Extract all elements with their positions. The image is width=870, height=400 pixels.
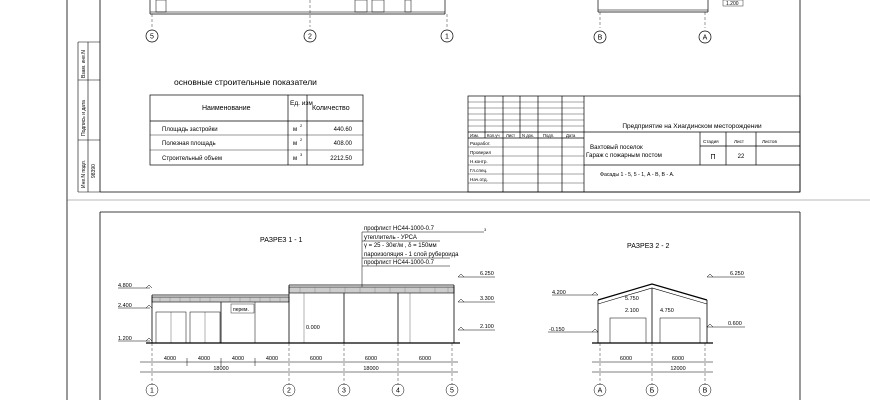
stamp-role: Нач.отд. [470,177,488,182]
roof-note: пароизоляция - 1 слой рубероида [364,252,459,258]
stamp-object-line1: Вахтовый поселок [590,144,643,151]
axis-label: 4 [396,387,400,395]
row-name: Площадь застройки [162,127,218,133]
stamp-sheets-header: Листов [762,139,777,144]
elevation-mark: 6.250 [730,271,744,277]
elevation-mark: 2.100 [480,324,494,330]
dimension: 4000 [197,356,211,362]
elevation-mark: 6.250 [480,271,494,277]
elevation-mark: -0.150 [549,327,565,333]
top-axis-label: 1 [445,33,449,41]
section-2-2 [548,243,745,396]
elevation-mark: 4.800 [118,283,132,289]
top-axis-label: В [597,34,603,42]
roof-note: профлист НС44-1000-0.7 [364,226,435,232]
axis-label: А [597,387,603,395]
axis-label: 2 [287,387,291,395]
stamp-object-line2: Гараж с пожарным постом [586,152,662,159]
stamp-col: Подп. [543,133,555,138]
sidebar-label-replace: Взам. инв.N [81,50,87,78]
roof-note-superscript: 3 [484,227,487,232]
stamp-role: Проверил [470,150,492,155]
elevation-mark: 0.600 [728,321,742,327]
stamp-sheet-header: Лист [734,139,744,144]
room-label: перем. [233,307,249,313]
top-axis-label: 5 [150,33,154,41]
axis-label: Б [649,387,655,395]
title-block [468,96,800,192]
dimension: 4000 [231,356,245,362]
row-unit-sup: 2 [300,137,303,142]
row-unit: м [293,156,298,162]
elevation-mark: 3.300 [480,296,494,302]
stamp-col: Дата [566,133,576,138]
top-axis-label: 2 [308,33,312,41]
inner-elevation: 2.100 [625,308,639,314]
sidebar-label-signature: Подпись и дата [81,100,87,136]
col-header-qty: Количество [312,105,350,112]
row-qty: 408.00 [333,141,352,147]
col-header-unit: Ед. изм [290,100,313,107]
axis-label: В [702,387,708,395]
row-unit: м [293,127,298,133]
dimension-total: 18000 [363,366,379,372]
sidebar-inv-number: 98390 [91,164,97,178]
roof-note: γ = 25 - 30кг/м , δ = 150мм [364,243,437,249]
dimension-total: 18000 [213,366,229,372]
floor-elevation: 0.000 [306,325,320,331]
stamp-role: Гл.спец. [470,168,488,173]
sidebar-label-inventory: Инв.N подл. [81,159,87,188]
axis-label: 1 [150,387,154,395]
stamp-col: Изм. [470,133,479,138]
top-axis-label: А [702,34,708,42]
row-unit-sup: 2 [300,123,303,128]
dimension: 6000 [364,356,378,362]
roof-note: профлист НС44-1000-0.7 [364,260,435,266]
dimension: 4000 [265,356,279,362]
axis-label: 3 [342,387,346,395]
dimension: 6000 [309,356,323,362]
col-header-name: Наименование [202,105,251,112]
dimension: 6000 [671,356,685,362]
axis-label: 5 [450,387,454,395]
row-qty: 2212.50 [330,156,352,162]
row-unit: м [293,141,298,147]
row-unit-sup: 3 [300,152,303,157]
indicators-table [150,77,363,165]
indicators-title: основные строительные показатели [174,77,317,87]
sheet-frames [67,0,870,400]
stamp-col: N док. [522,133,534,138]
stamp-role: Н.контр. [470,159,488,164]
top-elevation: 1.200 [726,1,739,7]
stamp-stage-header: Стадия [703,139,719,144]
row-qty: 440.60 [333,127,352,133]
top-facade-left [146,0,453,42]
section-2-title: РАЗРЕЗ 2 - 2 [627,243,670,250]
roof-note: утеплитель - УРСА [364,235,417,241]
inner-elevation: 5.750 [625,296,639,302]
inner-elevation: 4.750 [660,308,674,314]
elevation-mark: 4.200 [552,290,566,296]
sidebar-stamp [78,42,100,192]
top-facade-right [594,0,743,43]
elevation-mark: 2.400 [118,303,132,309]
section-1-1 [118,226,495,396]
stamp-project: Предприятие на Хиагдинском месторождении [622,123,762,130]
stamp-col: Кол.уч [487,133,500,138]
dimension-total: 12000 [670,366,686,372]
section-1-title: РАЗРЕЗ 1 - 1 [260,237,303,244]
stamp-col: Лист [506,133,516,138]
row-name: Полезная площадь [162,141,216,147]
dimension: 6000 [619,356,633,362]
elevation-mark: 1.200 [118,336,132,342]
stamp-role: Разработ. [470,141,491,146]
dimension: 4000 [163,356,177,362]
dimension: 6000 [418,356,432,362]
stamp-drawing-name: Фасады 1 - 5, 5 - 1, А - В, В - А. [600,172,675,178]
row-name: Строительный объем [162,156,222,162]
stamp-sheet: 22 [737,154,745,160]
stamp-stage: П [710,154,716,161]
